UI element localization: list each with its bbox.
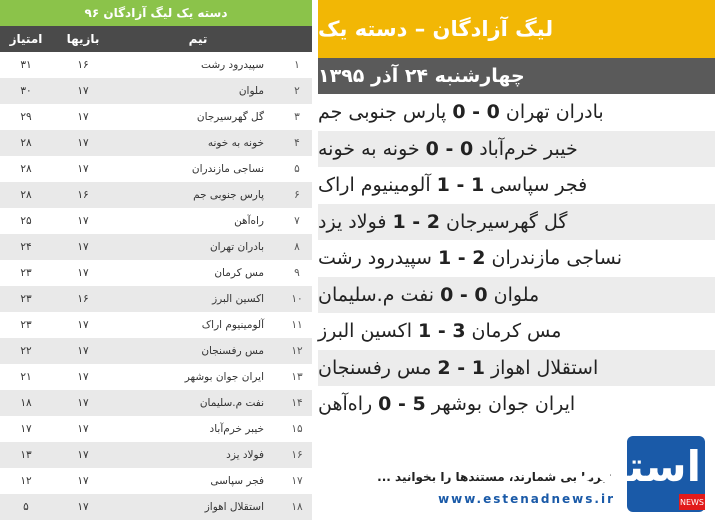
logo-wordmark: استناد (573, 442, 701, 491)
match-score: 2 - 1 (437, 356, 485, 379)
team-cell: آلومینیوم اراک (201, 319, 264, 331)
home-team: بادران تهران (505, 101, 604, 124)
rank-cell: ۱ (294, 59, 300, 71)
played-cell: ۱۷ (77, 501, 89, 513)
table-row (0, 286, 312, 312)
played-cell: ۱۷ (77, 371, 89, 383)
team-cell: استقلال اهواز (204, 501, 264, 513)
match-score: 0 - 0 (425, 137, 474, 160)
played-cell: ۱۷ (77, 319, 89, 331)
played-cell: ۱۶ (77, 293, 89, 305)
rank-cell: ۱۸ (291, 501, 303, 513)
match-result (318, 277, 715, 314)
points-cell: ۳۰ (20, 85, 32, 97)
match-score: 1 - 2 (392, 210, 441, 233)
standings-table (0, 0, 312, 520)
played-cell: ۱۷ (77, 241, 89, 253)
match-score: 0 - 0 (440, 283, 488, 306)
played-cell: ۱۷ (77, 423, 89, 435)
home-team: استقلال اهواز (490, 356, 599, 379)
table-row (0, 78, 312, 104)
match-result (318, 167, 715, 204)
played-cell: ۱۷ (77, 397, 89, 409)
header-points: امتیاز (9, 32, 43, 46)
points-cell: ۳۱ (20, 59, 32, 71)
table-row (0, 260, 312, 286)
played-cell: ۱۷ (77, 449, 89, 461)
match-result (318, 350, 715, 387)
results-list (318, 94, 715, 423)
points-cell: ۱۸ (20, 397, 32, 409)
played-cell: ۱۷ (77, 137, 89, 149)
rank-cell: ۱۲ (291, 345, 303, 357)
table-row (0, 312, 312, 338)
points-cell: ۱۲ (20, 475, 32, 487)
home-team: گل گهرسیرجان (446, 210, 568, 233)
match-result (318, 131, 715, 168)
rank-cell: ۶ (294, 189, 300, 201)
points-cell: ۲۲ (20, 345, 32, 357)
brand-url[interactable]: www.estenadnews.ir (438, 492, 615, 506)
away-team: اکسین البرز (318, 320, 412, 343)
team-cell: سپیدرود رشت (201, 59, 264, 71)
team-cell: خیبر خرم‌آباد (209, 423, 264, 435)
team-cell: اکسین البرز (212, 293, 264, 305)
played-cell: ۱۷ (77, 345, 89, 357)
team-cell: ملوان (238, 85, 264, 97)
rank-cell: ۹ (294, 267, 300, 279)
table-row (0, 182, 312, 208)
rank-cell: ۸ (294, 241, 300, 253)
played-cell: ۱۷ (77, 85, 89, 97)
played-cell: ۱۷ (77, 163, 89, 175)
team-cell: پارس جنوبی جم (193, 189, 264, 201)
home-team: فجر سپاسی (490, 174, 588, 197)
points-cell: ۲۵ (20, 215, 32, 227)
rank-cell: ۱۳ (291, 371, 303, 383)
away-team: پارس جنوبی جم (318, 101, 447, 124)
rank-cell: ۱۶ (291, 449, 303, 461)
table-row (0, 234, 312, 260)
points-cell: ۲۱ (20, 371, 32, 383)
table-row (0, 416, 312, 442)
match-result (318, 240, 715, 277)
home-team: مس کرمان (471, 320, 562, 343)
points-cell: ۲۸ (20, 137, 32, 149)
rank-cell: ۱۵ (291, 423, 303, 435)
points-cell: ۲۹ (20, 111, 32, 123)
away-team: سپیدرود رشت (318, 247, 432, 270)
match-score: 1 - 1 (436, 174, 485, 197)
rank-cell: ۱۷ (291, 475, 303, 487)
table-row (0, 130, 312, 156)
points-cell: ۵ (23, 501, 29, 513)
team-cell: ایران جوان بوشهر (184, 371, 264, 383)
header-played: بازیها (66, 32, 100, 46)
table-row (0, 442, 312, 468)
rank-cell: ۵ (294, 163, 300, 175)
team-cell: راه‌آهن (234, 215, 264, 227)
header-rank (282, 26, 312, 52)
match-score: 1 - 3 (417, 320, 466, 343)
rank-cell: ۳ (294, 111, 300, 123)
home-team: ملوان (493, 283, 540, 306)
brand-slogan: خبرها بی شمارند، مستندها را بخوانید ... (377, 470, 615, 484)
match-result (318, 386, 715, 423)
rank-cell: ۱۱ (291, 319, 303, 331)
away-team: راه‌آهن (318, 393, 373, 416)
points-cell: ۲۳ (20, 293, 32, 305)
team-cell: فولاد یزد (226, 449, 264, 461)
standings-header-row (0, 26, 312, 52)
standings-body (0, 52, 312, 520)
table-row (0, 208, 312, 234)
rank-cell: ۷ (294, 215, 300, 227)
played-cell: ۱۷ (77, 111, 89, 123)
away-team: نفت م.سلیمان (318, 283, 435, 306)
points-cell: ۲۸ (20, 163, 32, 175)
table-row (0, 468, 312, 494)
estenad-logo (573, 436, 705, 512)
home-team: ایران جوان بوشهر (431, 393, 576, 416)
team-cell: نساجی مازندران (191, 163, 264, 175)
team-cell: خونه به خونه (207, 137, 264, 149)
home-team: خیبر خرم‌آباد (479, 137, 578, 160)
points-cell: ۲۴ (20, 241, 32, 253)
points-cell: ۱۷ (20, 423, 32, 435)
news-badge: NEWS (679, 494, 705, 510)
match-score: 0 - 0 (452, 101, 500, 124)
team-cell: بادران تهران (209, 241, 264, 253)
rank-cell: ۲ (294, 85, 300, 97)
match-date: چهارشنبه ۲۴ آذر ۱۳۹۵ (318, 58, 715, 94)
table-row (0, 494, 312, 520)
standings-title: دسته یک لیگ آزادگان ۹۶ (0, 0, 312, 26)
table-row (0, 390, 312, 416)
header-team: تیم (188, 32, 208, 46)
away-team: فولاد یزد (318, 210, 387, 233)
table-row (0, 364, 312, 390)
league-title: لیگ آزادگان – دسته یک (318, 0, 715, 58)
table-row (0, 156, 312, 182)
match-result (318, 94, 715, 131)
home-team: نساجی مازندران (491, 247, 622, 270)
away-team: خونه به خونه (318, 137, 420, 160)
match-result (318, 204, 715, 241)
team-cell: گل گهرسیرجان (196, 111, 264, 123)
points-cell: ۲۳ (20, 267, 32, 279)
team-cell: مس رفسنجان (201, 345, 264, 357)
team-cell: فجر سپاسی (210, 475, 264, 487)
match-score: 1 - 2 (437, 247, 486, 270)
table-row (0, 52, 312, 78)
played-cell: ۱۷ (77, 215, 89, 227)
away-team: آلومینیوم اراک (318, 174, 431, 197)
points-cell: ۲۸ (20, 189, 32, 201)
table-row (0, 338, 312, 364)
team-cell: نفت م.سلیمان (199, 397, 264, 409)
rank-cell: ۴ (294, 137, 300, 149)
rank-cell: ۱۰ (291, 293, 303, 305)
played-cell: ۱۷ (77, 267, 89, 279)
brand-footer (318, 426, 715, 520)
table-row (0, 104, 312, 130)
match-result (318, 313, 715, 350)
played-cell: ۱۷ (77, 475, 89, 487)
team-cell: مس کرمان (214, 267, 264, 279)
away-team: مس رفسنجان (318, 356, 432, 379)
results-panel (318, 0, 715, 520)
played-cell: ۱۶ (77, 59, 89, 71)
points-cell: ۱۳ (20, 449, 32, 461)
played-cell: ۱۶ (77, 189, 89, 201)
match-score: 0 - 5 (378, 393, 426, 416)
rank-cell: ۱۴ (291, 397, 303, 409)
points-cell: ۲۳ (20, 319, 32, 331)
